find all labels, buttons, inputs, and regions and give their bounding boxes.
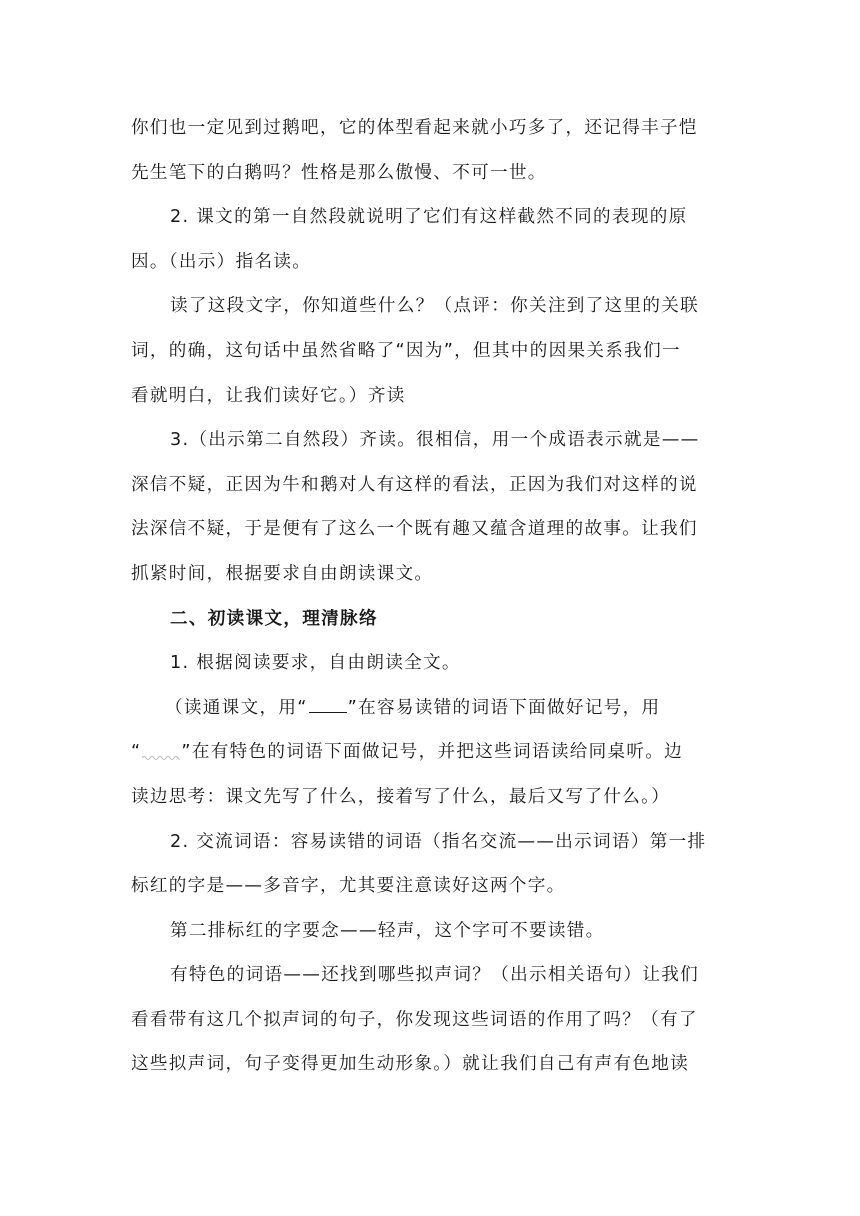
text-fragment: “ — [131, 742, 142, 763]
paragraph-neutral-tone — [131, 909, 731, 954]
text-line: 看看带有这几个拟声词的句子，你发现这些词语的作用了吗？（有了 — [131, 1009, 698, 1030]
text-line: 词，的确，这句话中虽然省略了“因为”，但其中的因果关系我们一 — [131, 340, 681, 361]
text-fragment: ”在有特色的词语下面做记号，并把这些词语读给同桌听。边 — [181, 742, 684, 763]
text-line: 你们也一定见到过鹅吧，它的体型看起来就小巧多了，还记得丰子恺 — [131, 118, 698, 138]
text-line: 抓紧时间，根据要求自由朗读课文。 — [131, 563, 434, 584]
text-line: 2. 交流词语：容易读错的词语（指名交流——出示词语）第一排 — [170, 831, 707, 852]
text-line: 第二排标红的字要念——轻声，这个字可不要读错。 — [170, 920, 605, 941]
text-line: 法深信不疑，于是便有了这么一个既有趣又蕴含道理的故事。让我们 — [131, 519, 698, 540]
text-line: 看就明白，让我们读好它。）齐读 — [131, 385, 406, 406]
text-fragment: （读通课文，用“ — [165, 697, 308, 718]
paragraph-free-reading — [131, 641, 731, 686]
paragraph-reading-instructions — [131, 686, 731, 820]
text-line: 这些拟声词，句子变得更加生动形象。）就让我们自己有声有色地读 — [131, 1054, 690, 1075]
section-heading: 二、初读课文，理清脉络 — [170, 608, 378, 629]
text-line: 标红的字是——多音字，尤其要注意读好这两个字。 — [131, 876, 566, 897]
paragraph-onomatopoeia — [131, 953, 731, 1087]
text-line — [131, 730, 731, 775]
text-line: 深信不疑，正因为牛和鹅对人有这样的看法，正因为我们对这样的说 — [131, 474, 698, 495]
wavy-underline-mark — [142, 745, 180, 757]
text-line: 2. 课文的第一自然段就说明了它们有这样截然不同的表现的原 — [170, 207, 688, 228]
paragraph-reading-comment — [131, 284, 731, 418]
text-line: 因。（出示）指名读。 — [131, 251, 312, 272]
text-line: 先生笔下的白鹅吗？性格是那么傲慢、不可一世。 — [131, 162, 547, 183]
text-line: 读边思考：课文先写了什么，接着写了什么，最后又写了什么。） — [131, 786, 671, 807]
text-line: 1. 根据阅读要求，自由朗读全文。 — [170, 653, 461, 674]
text-line: 有特色的词语——还找到哪些拟声词？（出示相关语句）让我们 — [170, 965, 700, 986]
paragraph-goose-intro — [131, 106, 731, 195]
document-page — [131, 106, 731, 1087]
text-fragment: ”在容易读错的词语下面做好记号，用 — [347, 697, 661, 718]
text-line: 3.（出示第二自然段）齐读。很相信，用一个成语表示就是—— — [170, 430, 700, 451]
paragraph-step-2 — [131, 195, 731, 284]
paragraph-word-exchange — [131, 820, 731, 909]
text-line: 读了这段文字，你知道些什么？（点评：你关注到了这里的关联 — [170, 296, 700, 317]
text-line — [131, 686, 731, 731]
straight-underline-mark — [309, 700, 347, 713]
paragraph-step-3 — [131, 418, 731, 596]
